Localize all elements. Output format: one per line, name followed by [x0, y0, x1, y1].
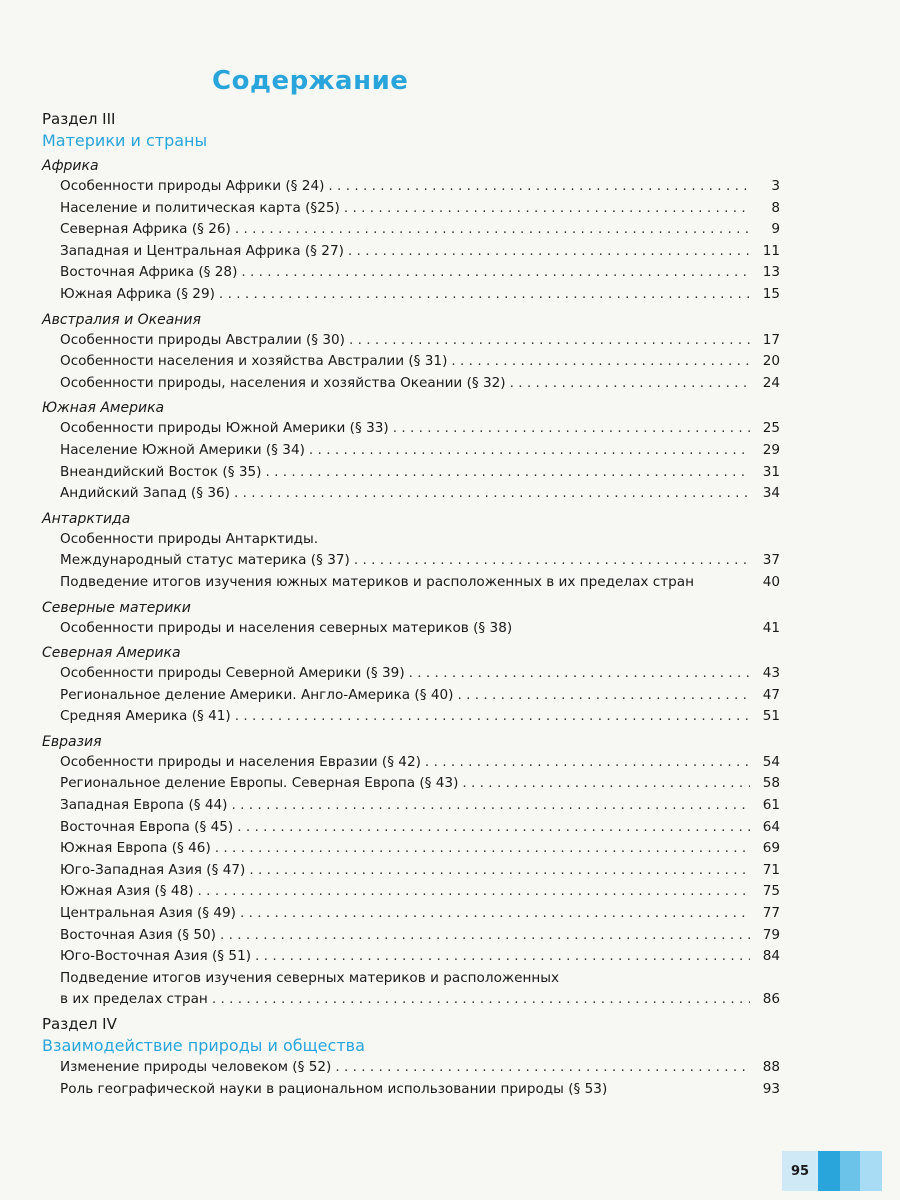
subsection-title: Северная Америка [42, 645, 181, 662]
entry-page: 88 [762, 1059, 780, 1075]
dot-leader [215, 838, 750, 860]
entry-title: Внеандийский Восток (§ 35) [60, 463, 262, 480]
entry-title: Особенности природы Африки (§ 24) [60, 178, 325, 194]
dot-leader [237, 817, 750, 839]
entry-title: Особенности природы и населения Евразии (§ 42) [60, 753, 421, 770]
toc-entry[interactable] [42, 903, 780, 925]
entry-page: 77 [762, 905, 780, 922]
dot-leader [212, 989, 750, 1011]
entry-page: 51 [762, 708, 780, 725]
entry-page: 64 [762, 818, 780, 835]
entry-title: Население Южной Америки (§ 34) [60, 441, 305, 458]
subsection-title: Африка [42, 158, 99, 174]
toc-entry[interactable] [42, 373, 780, 395]
entry-page: 71 [762, 861, 780, 878]
toc-entry[interactable] [42, 241, 780, 263]
entry-title: Международный статус материка (§ 37) [60, 552, 350, 569]
entry-page: 13 [762, 264, 780, 281]
dot-leader [510, 373, 750, 395]
entry-page: 47 [762, 686, 780, 703]
entry-page: 9 [771, 221, 780, 238]
toc-entry[interactable] [42, 440, 780, 462]
entry-page: 3 [771, 178, 780, 194]
dot-leader [265, 462, 750, 484]
page-number-badge [782, 1151, 882, 1191]
dot-leader [349, 330, 750, 352]
dot-leader [451, 351, 750, 373]
dot-leader [219, 284, 750, 306]
toc-entry[interactable] [42, 860, 780, 882]
dot-leader [235, 706, 750, 728]
entry-title: Южная Африка (§ 29) [60, 285, 215, 302]
entry-title: Западная и Центральная Африка (§ 27) [60, 242, 344, 259]
entry-page: 15 [762, 285, 780, 302]
entry-title: Особенности природы и населения северных материков (§ 38) [60, 619, 513, 636]
toc-entry[interactable] [42, 198, 780, 220]
color-bar [840, 1151, 860, 1191]
toc-entry[interactable] [42, 418, 780, 440]
entry-page: 25 [762, 420, 780, 437]
toc-entry[interactable] [42, 262, 780, 284]
section-title: Взаимодействие природы и общества [42, 1036, 365, 1055]
toc-entry-line [42, 529, 780, 551]
entry-page: 54 [762, 753, 780, 770]
dot-leader [457, 685, 750, 707]
entry-page: 61 [762, 797, 780, 814]
dot-leader [344, 198, 750, 220]
dot-leader [393, 418, 750, 440]
subsection-title: Евразия [42, 733, 102, 750]
dot-leader [462, 773, 750, 795]
entry-title: Юго-Западная Азия (§ 47) [60, 861, 246, 878]
entry-page: 8 [771, 199, 780, 216]
toc-entry[interactable] [42, 989, 780, 1011]
toc-entry[interactable] [42, 284, 780, 306]
entry-page: 34 [762, 485, 780, 502]
entry-page: 69 [762, 840, 780, 857]
dot-leader [240, 903, 750, 925]
table-of-contents [42, 108, 780, 1100]
dot-leader [354, 550, 750, 572]
subsection-title: Антарктида [42, 510, 131, 527]
dot-leader [309, 440, 750, 462]
dot-leader [425, 752, 750, 774]
entry-title: Андийский Запад (§ 36) [60, 485, 230, 502]
toc-entry[interactable] [42, 925, 780, 947]
dot-leader [220, 925, 750, 947]
toc-entry[interactable] [42, 483, 780, 505]
entry-page: 24 [762, 374, 780, 391]
toc-entry[interactable] [42, 838, 780, 860]
toc-entry[interactable] [42, 219, 780, 241]
entry-title: Юго-Восточная Азия (§ 51) [60, 948, 252, 965]
entry-title: Подведение итогов изучения северных материков и расположенных [60, 969, 560, 986]
entry-page: 58 [762, 775, 780, 792]
toc-entry[interactable] [42, 881, 780, 903]
entry-title: Особенности природы Австралии (§ 30) [60, 331, 345, 348]
entry-title: Население и политическая карта (§25) [60, 199, 340, 216]
section-label: Раздел III [42, 110, 116, 128]
toc-entry[interactable] [42, 685, 780, 707]
entry-title: Северная Африка (§ 26) [60, 221, 231, 238]
dot-leader [348, 241, 750, 263]
dot-leader [235, 219, 750, 241]
entry-page: 29 [762, 441, 780, 458]
entry-title: Особенности природы Антарктиды. [60, 530, 319, 547]
entry-page: 41 [762, 619, 780, 636]
entry-title: Особенности населения и хозяйства Австралии (§ 31) [60, 353, 448, 370]
entry-title: Восточная Европа (§ 45) [60, 818, 234, 835]
toc-entry[interactable] [42, 752, 780, 774]
entry-title: Региональное деление Америки. Англо-Америка (§ 40) [60, 686, 454, 703]
entry-page: 79 [762, 926, 780, 943]
entry-title: Центральная Азия (§ 49) [60, 905, 236, 922]
dot-leader [234, 483, 750, 505]
toc-entry[interactable] [42, 795, 780, 817]
toc-entry[interactable] [42, 462, 780, 484]
entry-title: Региональное деление Европы. Северная Европа (§ 43) [60, 775, 459, 792]
toc-entry[interactable] [42, 1079, 780, 1101]
toc-entry[interactable] [42, 176, 780, 198]
page-number: 95 [782, 1151, 818, 1191]
toc-entry[interactable] [42, 618, 780, 640]
toc-entry[interactable] [42, 663, 780, 685]
dot-leader [249, 860, 750, 882]
entry-page: 11 [762, 242, 780, 259]
subsection-title: Южная Америка [42, 400, 165, 417]
entry-title: Подведение итогов изучения южных материков и расположенных в их пределах стран [60, 573, 695, 590]
color-bar [818, 1151, 840, 1191]
entry-page: 86 [762, 991, 780, 1008]
toc-entry[interactable] [42, 330, 780, 352]
dot-leader [232, 795, 751, 817]
entry-title: Особенности природы Южной Америки (§ 33) [60, 420, 389, 437]
entry-page: 31 [762, 463, 780, 480]
entry-page: 40 [762, 573, 780, 590]
entry-title: в их пределах стран [60, 991, 208, 1008]
entry-title: Южная Европа (§ 46) [60, 840, 211, 857]
toc-entry[interactable] [42, 773, 780, 795]
entry-title: Западная Европа (§ 44) [60, 797, 228, 814]
entry-title: Особенности природы, населения и хозяйства Океании (§ 32) [60, 374, 506, 391]
toc-entry-line [42, 968, 780, 990]
page-title: Содержание [212, 66, 409, 96]
dot-leader [409, 663, 750, 685]
section-title: Материки и страны [42, 131, 208, 150]
toc-entry[interactable] [42, 1057, 780, 1079]
entry-page: 75 [762, 883, 780, 900]
dot-leader [198, 881, 750, 903]
section-label: Раздел IV [42, 1015, 117, 1033]
dot-leader [335, 1057, 750, 1079]
dot-leader [255, 946, 750, 968]
entry-title: Южная Азия (§ 48) [60, 883, 194, 900]
entry-title: Роль географической науки в рациональном использовании природы (§ 53) [60, 1080, 608, 1097]
entry-page: 84 [762, 948, 780, 965]
toc-entry[interactable] [42, 946, 780, 968]
toc-entry[interactable] [42, 706, 780, 728]
entry-title: Изменение природы человеком (§ 52) [60, 1059, 332, 1075]
toc-entry[interactable] [42, 572, 780, 594]
toc-entry[interactable] [42, 351, 780, 373]
subsection-title: Северные материки [42, 599, 191, 616]
entry-page: 37 [762, 552, 780, 569]
entry-page: 93 [762, 1080, 780, 1097]
entry-title: Особенности природы Северной Америки (§ 39) [60, 665, 405, 682]
subsection-title: Австралия и Океания [42, 311, 201, 328]
dot-leader [241, 262, 750, 284]
entry-title: Восточная Азия (§ 50) [60, 926, 216, 943]
toc-entry[interactable] [42, 550, 780, 572]
entry-page: 17 [762, 331, 780, 348]
dot-leader [328, 176, 750, 198]
entry-page: 20 [762, 353, 780, 370]
entry-page: 43 [762, 665, 780, 682]
entry-title: Восточная Африка (§ 28) [60, 264, 238, 281]
toc-entry[interactable] [42, 817, 780, 839]
entry-title: Средняя Америка (§ 41) [60, 708, 231, 725]
color-bar [860, 1151, 882, 1191]
